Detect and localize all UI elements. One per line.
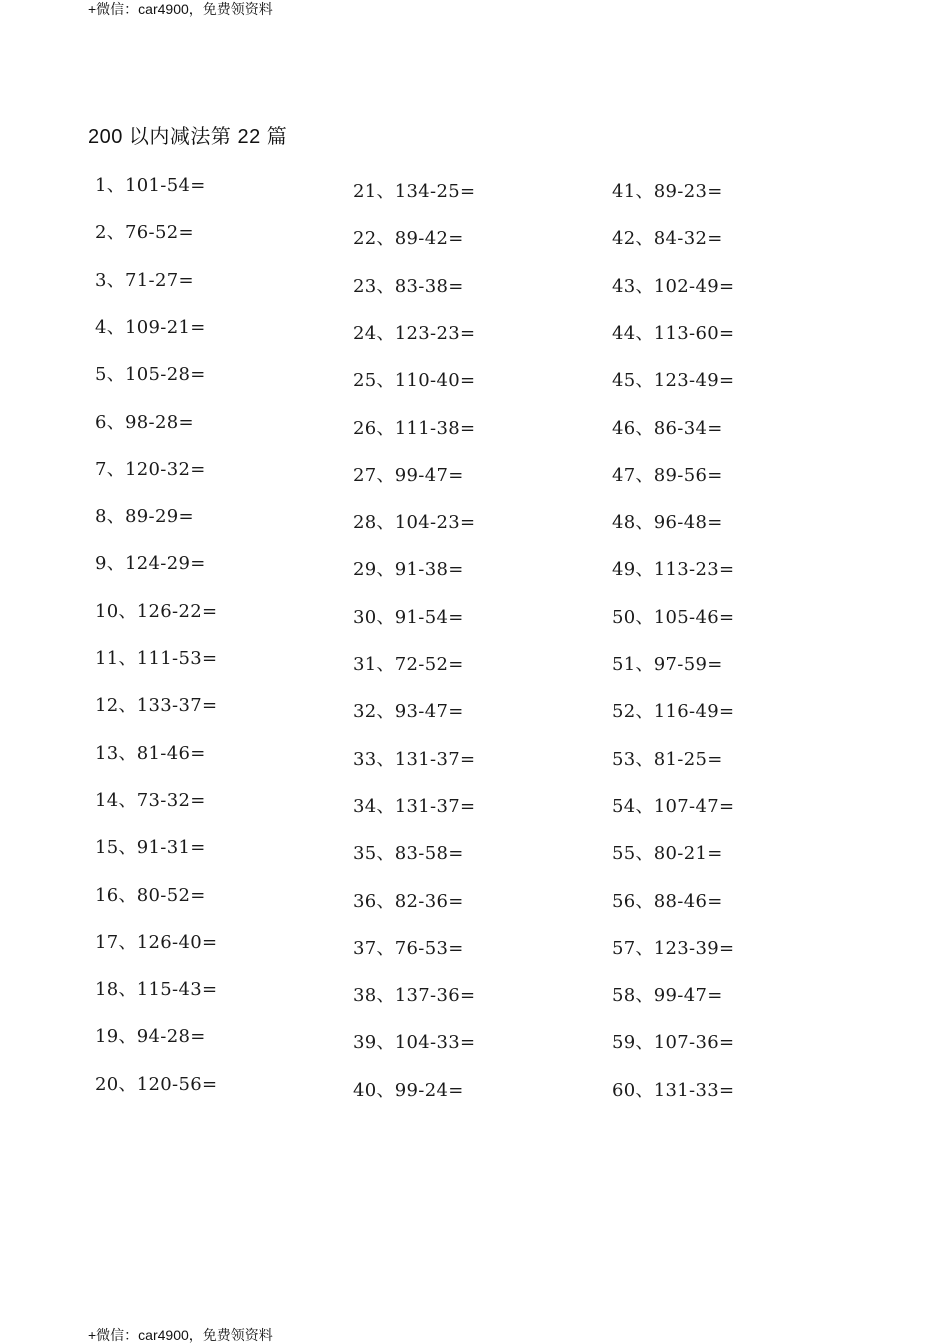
problem-item: 45、123-49= [612,370,735,391]
problem-item: 10、126-22= [95,601,218,622]
problem-item: 53、81-25= [612,749,723,770]
problem-item: 21、134-25= [353,181,476,202]
problem-item: 37、76-53= [353,938,464,959]
problem-item: 33、131-37= [353,749,476,770]
problem-item: 9、124-29= [95,553,206,574]
problem-item: 50、105-46= [612,607,735,628]
problem-item: 24、123-23= [353,323,476,344]
problem-item: 57、123-39= [612,938,735,959]
problem-item: 15、91-31= [95,837,206,858]
problem-item: 11、111-53= [95,648,218,669]
problem-item: 20、120-56= [95,1074,218,1095]
problem-item: 35、83-58= [353,843,464,864]
footer-watermark: +微信：car4900，免费领资料 [88,1327,273,1343]
problem-item: 25、110-40= [353,370,476,391]
problem-item: 39、104-33= [353,1032,476,1053]
problem-item: 34、131-37= [353,796,476,817]
problem-item: 49、113-23= [612,559,735,580]
problem-item: 23、83-38= [353,276,464,297]
problem-item: 30、91-54= [353,607,464,628]
problem-item: 59、107-36= [612,1032,735,1053]
problem-item: 38、137-36= [353,985,476,1006]
problem-item: 7、120-32= [95,459,206,480]
problem-item: 29、91-38= [353,559,464,580]
problem-item: 12、133-37= [95,695,218,716]
problem-item: 40、99-24= [353,1080,464,1101]
problem-item: 17、126-40= [95,932,218,953]
problem-item: 54、107-47= [612,796,735,817]
problem-item: 47、89-56= [612,465,723,486]
problem-item: 27、99-47= [353,465,464,486]
problem-item: 52、116-49= [612,701,735,722]
problem-item: 44、113-60= [612,323,735,344]
problem-item: 16、80-52= [95,885,206,906]
problem-item: 42、84-32= [612,228,723,249]
problem-item: 14、73-32= [95,790,206,811]
problem-item: 56、88-46= [612,891,723,912]
problem-item: 2、76-52= [95,222,194,243]
problem-item: 48、96-48= [612,512,723,533]
page-title: 200 以内减法第 22 篇 [88,126,288,148]
problem-item: 46、86-34= [612,418,723,439]
header-watermark: +微信：car4900，免费领资料 [88,1,273,17]
problem-item: 1、101-54= [95,175,206,196]
problem-item: 60、131-33= [612,1080,735,1101]
problem-item: 3、71-27= [95,270,194,291]
problem-item: 6、98-28= [95,412,194,433]
problem-item: 31、72-52= [353,654,464,675]
problem-item: 55、80-21= [612,843,723,864]
problem-item: 8、89-29= [95,506,194,527]
problem-item: 19、94-28= [95,1026,206,1047]
problem-item: 51、97-59= [612,654,723,675]
problem-item: 13、81-46= [95,743,206,764]
problem-item: 41、89-23= [612,181,723,202]
problem-item: 22、89-42= [353,228,464,249]
problem-item: 28、104-23= [353,512,476,533]
problem-item: 58、99-47= [612,985,723,1006]
problem-item: 18、115-43= [95,979,218,1000]
problem-item: 4、109-21= [95,317,206,338]
problem-item: 5、105-28= [95,364,206,385]
problem-item: 32、93-47= [353,701,464,722]
problem-item: 36、82-36= [353,891,464,912]
problem-item: 26、111-38= [353,418,476,439]
problem-item: 43、102-49= [612,276,735,297]
